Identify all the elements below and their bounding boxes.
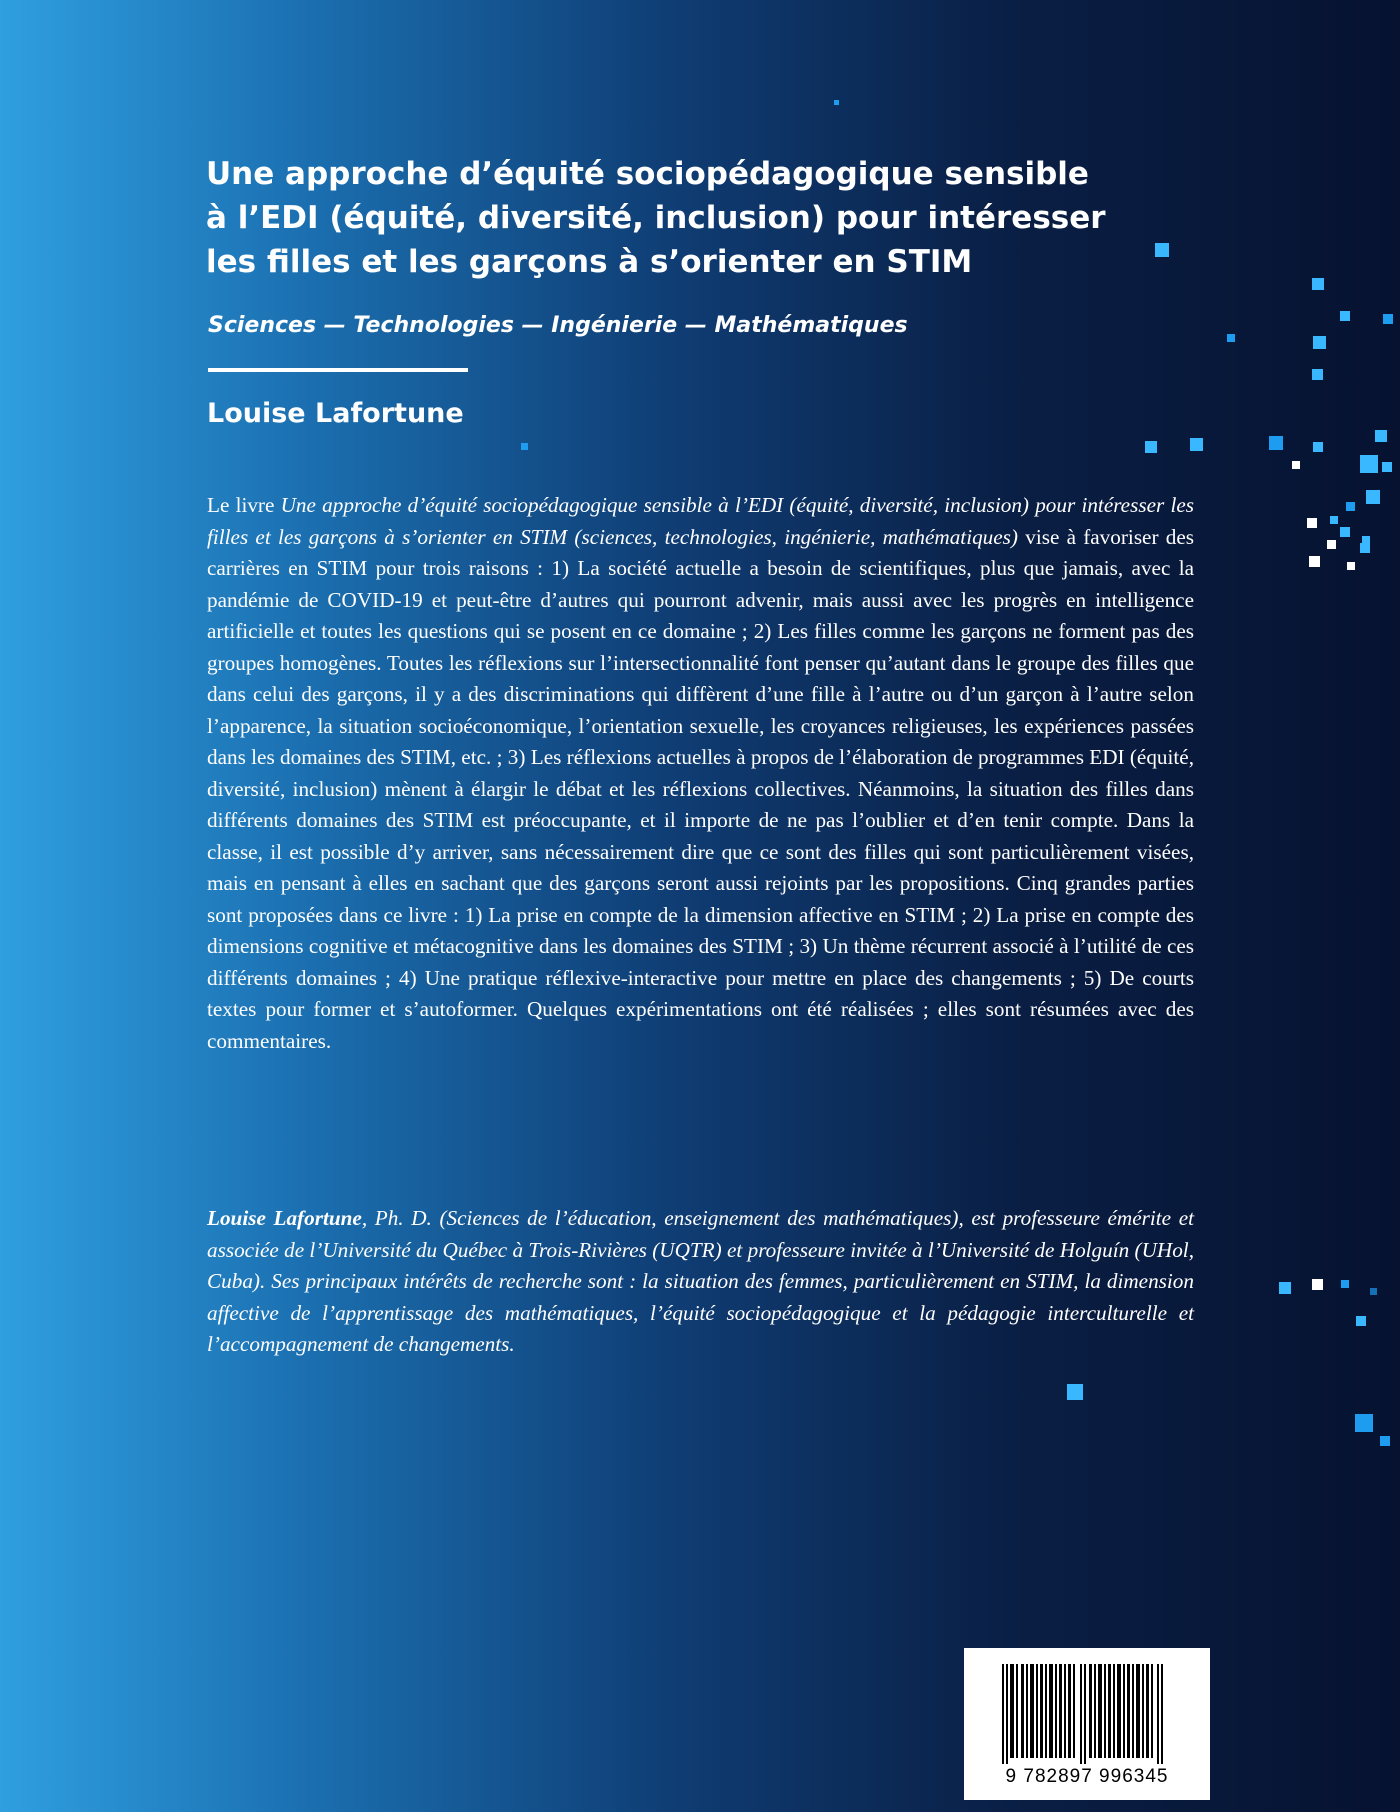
book-title: Une approche d’équité sociopédagogique sensible à l’EDI (équité, diversité, inclusion) pour intéresser les filles et les garçons à s’orienter en STIM <box>206 156 1106 280</box>
book-subtitle: Sciences — Technologies — Ingénierie — Mathématiques <box>208 313 908 338</box>
isbn-number: 9 782897 996345 <box>1005 1766 1169 1787</box>
bio-text: , Ph. D. (Sciences de l’éducation, enseignement des mathématiques), est professeure émérite et associée de l’Université du Québec à Trois-Rivières (UQTR) et professeure invitée à l’Université de Holguín (UHol, Cuba). Ses principaux intérêts de recherche sont : la situation des femmes, particulièrement en STIM, la dimension affective de l’apprentissage des mathématiques, l’équité sociopédagogique et la pédagogie interculturelle et l’accompagnement de changements. <box>207 1206 1194 1356</box>
description-book-title: Une approche d’équité sociopédagogique sensible à l’EDI (équité, diversité, inclusion) pour intéresser les filles et les garçons à s’orienter en STIM (sciences, technologies, ingénierie, mathématiques) <box>207 493 1194 549</box>
isbn-barcode <box>964 1648 1210 1800</box>
author-name: Louise Lafortune <box>207 398 464 429</box>
barcode-bars <box>1002 1664 1172 1764</box>
book-description <box>207 490 1194 1057</box>
title-divider <box>208 368 468 372</box>
description-body: vise à favoriser des carrières en STIM pour trois raisons : 1) La société actuelle a besoin de scientifiques, plus que jamais, avec la pandémie de COVID-19 et peut-être d’autres qui pourront advenir, mais aussi avec les progrès en intelligence artificielle et toutes les questions qui se posent en ce domaine ; 2) Les filles comme les garçons ne forment pas des groupes homogènes. Toutes les réflexions sur l’intersectionnalité font penser qu’autant dans le groupe des filles que dans celui des garçons, il y a des discriminations qui diffèrent d’une fille à l’autre ou d’un garçon à l’autre selon l’apparence, la situation socioéconomique, l’orientation sexuelle, les croyances religieuses, les expériences passées dans les domaines des STIM, etc. ; 3) Les réflexions actuelles à propos de l’élaboration de programmes EDI (équité, diversité, inclusion) mènent à élargir le débat et les réflexions collectives. Néanmoins, la situation des filles dans différents domaines des STIM est préoccupante, et il importe de ne pas l’oublier et d’en tenir compte. Dans la classe, il est possible d’y arriver, sans nécessairement dire que ce sont des filles qui sont particulièrement visées, mais en pensant à elles en sachant que des garçons seront aussi rejoints par les propositions. Cinq grandes parties sont proposées dans ce livre : 1) La prise en compte de la dimension affective en STIM ; 2) La prise en compte des dimensions cognitive et métacognitive dans les domaines des STIM ; 3) Un thème récurrent associé à l’utilité de ces différents domaines ; 4) Une pratique réflexive-interactive pour mettre en place des changements ; 5) De courts textes pour former et s’autoformer. Quelques expérimentations ont été réalisées ; elles sont résumées avec des commentaires. <box>207 524 1194 1053</box>
bio-author-name: Louise Lafortune <box>207 1206 362 1230</box>
author-bio <box>207 1203 1194 1361</box>
description-lead: Le livre <box>207 493 281 517</box>
